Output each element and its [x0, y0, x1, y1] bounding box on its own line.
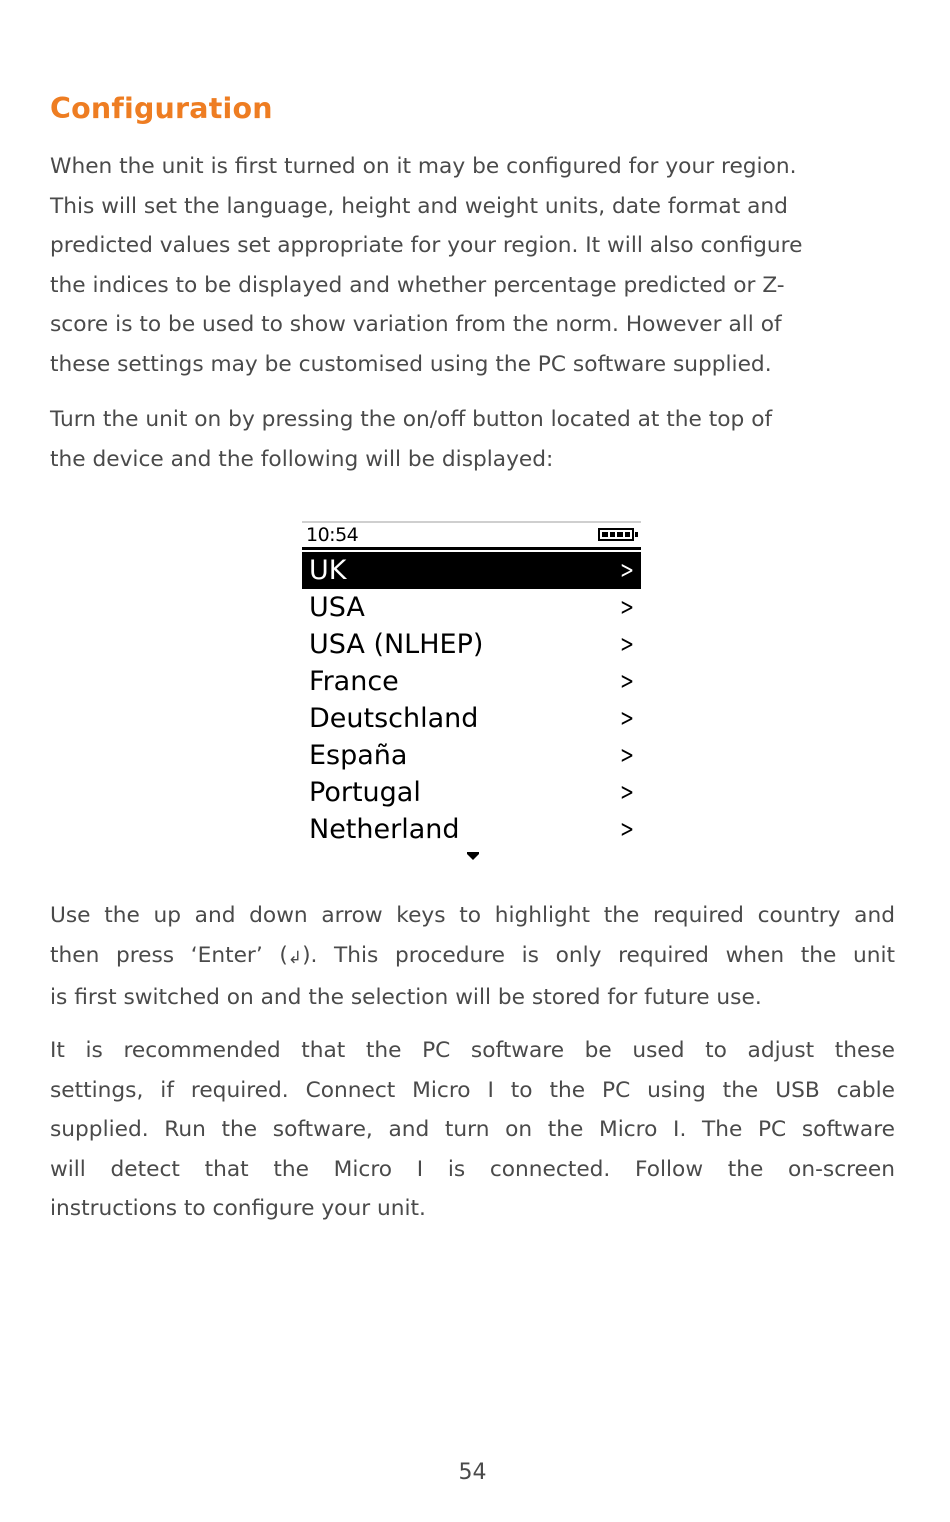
- country-label: España: [309, 740, 408, 771]
- clock-time: 10:54: [306, 524, 359, 546]
- country-menu: [302, 552, 641, 848]
- selection-instructions-paragraph: [50, 896, 895, 1018]
- text-line: When the unit is first turned on it may be configured for your region.: [50, 154, 797, 179]
- chevron-right-icon: >: [619, 704, 634, 732]
- country-item-usa[interactable]: [302, 589, 641, 626]
- country-label: Portugal: [309, 777, 421, 808]
- chevron-right-icon: >: [619, 815, 634, 843]
- chevron-right-icon: >: [619, 778, 634, 806]
- text-line: the device and the following will be displayed:: [50, 446, 554, 472]
- chevron-right-icon: >: [619, 593, 634, 621]
- text-line: Use the up and down arrow keys to highlight the required country and: [50, 903, 895, 928]
- country-label: UK: [309, 555, 347, 586]
- country-item-uk[interactable]: [302, 552, 641, 589]
- scroll-down-arrow-icon: [467, 854, 479, 860]
- text-line: the indices to be displayed and whether percentage predicted or Z-: [50, 272, 785, 298]
- text-segment: then press ‘Enter’ (: [50, 942, 288, 968]
- turn-on-paragraph: [50, 400, 895, 479]
- intro-paragraph: [50, 147, 895, 385]
- text-line: is first switched on and the selection will be stored for future use.: [50, 985, 762, 1011]
- text-line: will detect that the Micro I is connected. Follow the on-screen: [50, 1156, 895, 1182]
- page-heading: Configuration: [50, 92, 273, 125]
- country-item-portugal[interactable]: [302, 774, 641, 811]
- text-segment: ). This procedure is only required when the unit: [302, 942, 895, 968]
- country-item-espana[interactable]: [302, 737, 641, 774]
- text-line: It is recommended that the PC software be used to adjust these: [50, 1038, 895, 1063]
- device-screen: [302, 521, 641, 866]
- country-item-netherland[interactable]: [302, 811, 641, 848]
- text-line: [50, 936, 895, 979]
- chevron-right-icon: >: [619, 630, 634, 658]
- text-line: settings, if required. Connect Micro I to the PC using the USB cable: [50, 1077, 895, 1103]
- screen-top-border: [302, 521, 641, 523]
- country-label: Netherland: [309, 814, 460, 845]
- text-line: supplied. Run the software, and turn on the Micro I. The PC software: [50, 1117, 895, 1143]
- battery-full-icon: [598, 528, 634, 541]
- status-bar-divider: [302, 547, 641, 550]
- country-item-france[interactable]: [302, 663, 641, 700]
- page-number: 54: [458, 1460, 487, 1485]
- text-line: This will set the language, height and weight units, date format and: [50, 193, 788, 219]
- pc-software-paragraph: [50, 1031, 895, 1229]
- country-label: Deutschland: [309, 703, 479, 734]
- text-line: predicted values set appropriate for your region. It will also configure: [50, 233, 803, 259]
- country-label: USA: [309, 592, 365, 623]
- text-line: these settings may be customised using the PC software supplied.: [50, 351, 772, 377]
- text-line: score is to be used to show variation from the norm. However all of: [50, 312, 782, 338]
- text-line: instructions to configure your unit.: [50, 1196, 426, 1222]
- chevron-right-icon: >: [619, 556, 634, 584]
- country-label: USA (NLHEP): [309, 629, 484, 660]
- chevron-right-icon: >: [619, 667, 634, 695]
- text-line: Turn the unit on by pressing the on/off button located at the top of: [50, 407, 773, 432]
- enter-key-icon: ↲: [287, 947, 303, 968]
- country-item-usa-nlhep[interactable]: [302, 626, 641, 663]
- country-label: France: [309, 666, 399, 697]
- country-item-deutschland[interactable]: [302, 700, 641, 737]
- chevron-right-icon: >: [619, 741, 634, 769]
